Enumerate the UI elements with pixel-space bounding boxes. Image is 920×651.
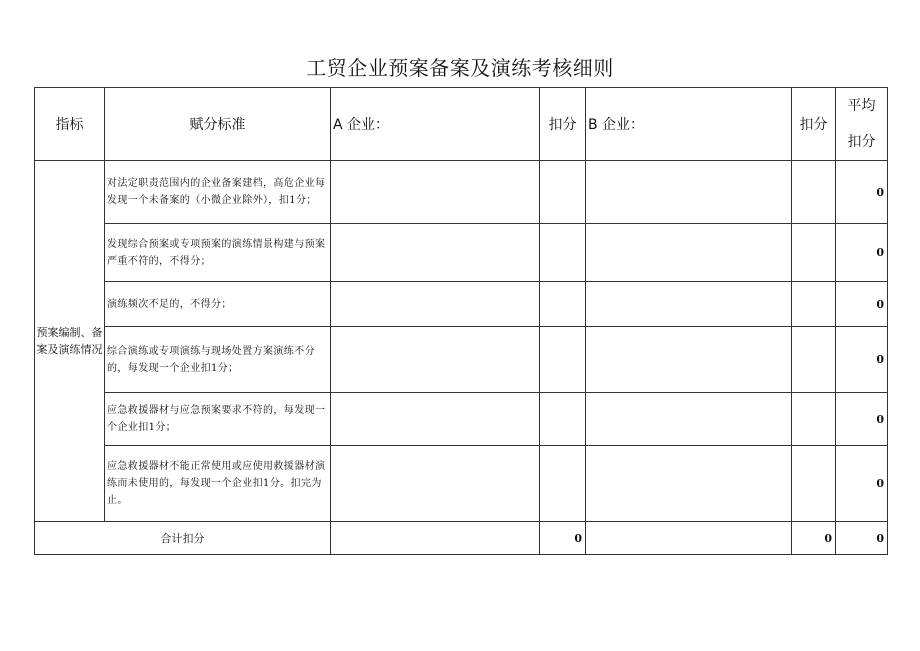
- total-company-a-cell[interactable]: [331, 522, 540, 555]
- header-average-line2: 扣分: [847, 134, 876, 150]
- total-deduct-a: 0: [540, 522, 586, 555]
- header-deduct-a: 扣分: [540, 88, 586, 161]
- table-row: [35, 282, 888, 327]
- table-row: [35, 224, 888, 282]
- header-criteria: 赋分标准: [105, 88, 331, 161]
- header-deduct-b: 扣分: [792, 88, 836, 161]
- total-row: [35, 522, 888, 555]
- company-a-cell[interactable]: [331, 282, 540, 327]
- average-cell: 0: [836, 446, 888, 522]
- criteria-cell: 发现综合预案或专项预案的演练情景构建与预案严重不符的，不得分；: [105, 224, 331, 282]
- total-deduct-b: 0: [792, 522, 836, 555]
- deduct-b-cell[interactable]: [792, 327, 836, 393]
- company-a-cell[interactable]: [331, 446, 540, 522]
- table-row: [35, 327, 888, 393]
- company-a-cell[interactable]: [331, 393, 540, 446]
- document-title: 工贸企业预案备案及演练考核细则: [306, 56, 614, 80]
- average-cell: 0: [836, 393, 888, 446]
- average-cell: 0: [836, 282, 888, 327]
- header-company-a: A 企业：: [331, 88, 540, 161]
- deduct-b-cell[interactable]: [792, 224, 836, 282]
- deduct-a-cell[interactable]: [540, 161, 586, 224]
- header-average-line1: 平均: [847, 98, 876, 114]
- total-label: 合计扣分: [35, 522, 331, 555]
- deduct-a-cell[interactable]: [540, 327, 586, 393]
- criteria-cell: 演练频次不足的，不得分；: [105, 282, 331, 327]
- company-b-cell[interactable]: [586, 393, 792, 446]
- average-cell: 0: [836, 224, 888, 282]
- header-row: [35, 88, 888, 161]
- criteria-cell: 综合演练或专项演练与现场处置方案演练不分的，每发现一个企业扣1分；: [105, 327, 331, 393]
- deduct-b-cell[interactable]: [792, 161, 836, 224]
- company-b-cell[interactable]: [586, 446, 792, 522]
- company-a-cell[interactable]: [331, 224, 540, 282]
- table-row: [35, 446, 888, 522]
- company-a-cell[interactable]: [331, 161, 540, 224]
- criteria-cell: 应急救援器材与应急预案要求不符的，每发现一个企业扣1分；: [105, 393, 331, 446]
- header-indicator: 指标: [35, 88, 105, 161]
- indicator-cell: 预案编制、备案及演练情况: [35, 161, 105, 522]
- company-b-cell[interactable]: [586, 224, 792, 282]
- table-row: [35, 393, 888, 446]
- deduct-a-cell[interactable]: [540, 446, 586, 522]
- header-company-b: B 企业：: [586, 88, 792, 161]
- average-cell: 0: [836, 161, 888, 224]
- company-b-cell[interactable]: [586, 327, 792, 393]
- criteria-cell: 对法定职责范围内的企业备案建档，高危企业每发现一个未备案的（小微企业除外），扣1分；: [105, 161, 331, 224]
- deduct-a-cell[interactable]: [540, 282, 586, 327]
- deduct-b-cell[interactable]: [792, 393, 836, 446]
- deduct-a-cell[interactable]: [540, 393, 586, 446]
- total-average: 0: [836, 522, 888, 555]
- deduct-b-cell[interactable]: [792, 282, 836, 327]
- table-row: [35, 161, 888, 224]
- company-b-cell[interactable]: [586, 282, 792, 327]
- assessment-table: [34, 87, 888, 555]
- total-company-b-cell[interactable]: [586, 522, 792, 555]
- criteria-cell: 应急救援器材不能正常使用或应使用救援器材演练而未使用的，每发现一个企业扣1分。扣完为止。: [105, 446, 331, 522]
- company-b-cell[interactable]: [586, 161, 792, 224]
- header-average: [836, 88, 888, 161]
- deduct-b-cell[interactable]: [792, 446, 836, 522]
- deduct-a-cell[interactable]: [540, 224, 586, 282]
- average-cell: 0: [836, 327, 888, 393]
- company-a-cell[interactable]: [331, 327, 540, 393]
